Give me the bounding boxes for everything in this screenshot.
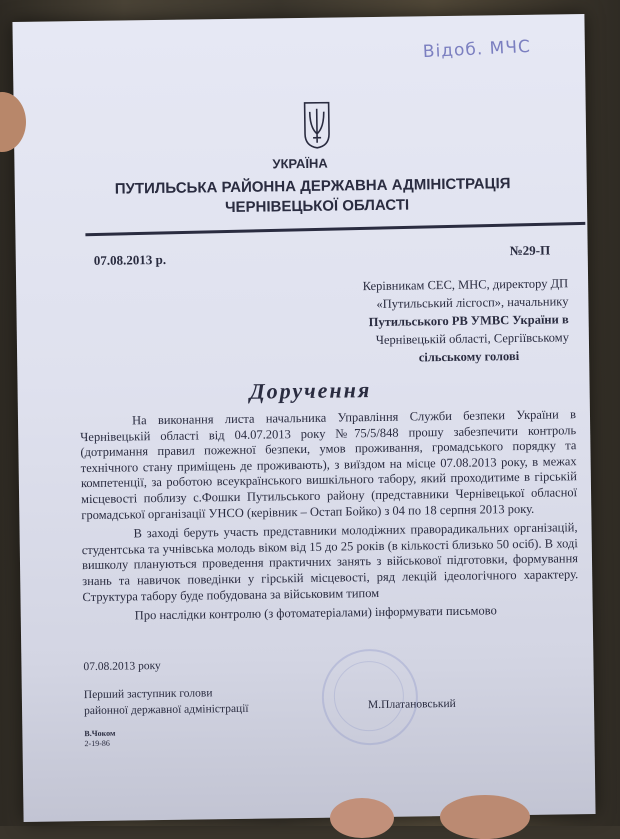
addressee-line: «Путильський лісгосп», начальнику — [376, 294, 569, 311]
addressee-line: сільському голові — [418, 348, 520, 365]
header-divider — [85, 222, 585, 236]
signatory-position: Перший заступник голови — [83, 687, 213, 702]
addressee-line: Чернівецькій області, Сергіївському — [375, 330, 569, 347]
administration-heading: ПУТИЛЬСЬКА РАЙОННА ДЕРЖАВНА АДМІНІСТРАЦІЯ — [114, 175, 511, 198]
addressee-line: Путильського РВ УМВС України в — [368, 312, 569, 330]
addressee-block — [296, 274, 569, 368]
signatory-name: М.Платановський — [367, 697, 456, 712]
trident-emblem-icon — [302, 100, 333, 150]
document-number: №29-П — [509, 242, 551, 259]
document-title: Доручення — [249, 377, 372, 404]
country-heading: УКРАЇНА — [272, 155, 328, 172]
executor-phone: 2-19-86 — [84, 738, 110, 749]
finger — [440, 795, 530, 839]
region-heading: ЧЕРНІВЕЦЬКОЇ ОБЛАСТІ — [224, 196, 410, 217]
body-paragraph: На виконання листа начальника Управління Служби безпеки України в Чернівецькій області від 04.07.2013 року №75/5/848 прошу забезпечити контроль (дотримання правил пожежної безпеки, умов проживання, громадського порядку та технічного стану приміщень де проживають), з виїздом на місце 07.08.2013 року, в межах компетенції, за роботою всеукраїнського вишкільного табору, який проходитиме в гірській місцевості поблизу с.Фошки Путильського району (представники Чернівецької обласної громадської організації УНСО (керівник – Остап Бойко) з 04 по 18 серпня 2013 року. — [80, 407, 578, 522]
finger — [330, 798, 394, 838]
body-paragraph: Про наслідки контролю (з фотоматеріалами) інформувати письмово — [134, 603, 497, 623]
executor-name: В.Чоком — [84, 728, 116, 739]
handwritten-note: Відоб. МЧС — [422, 36, 532, 63]
signatory-position: районної державної адміністрації — [83, 702, 249, 718]
body-paragraph: В заході беруть участь представники молодіжних праворадикальних організацій, студентська та учнівська молодь віком від 15 до 25 років (в кількості близько 50 осіб). В ході вишколу плануються проведення практичних занять з військової підготовки, формування знань та навичок поведінки у гірській місцевості, ряд лекцій ідеологічного характеру. Структура табору буде побудована за військовим типом — [81, 520, 579, 604]
document-body — [80, 407, 579, 625]
document-date: 07.08.2013 р. — [93, 251, 167, 268]
deadline-text: 07.08.2013 року — [83, 660, 161, 674]
document-page — [12, 14, 595, 822]
addressee-line: Керівникам СЕС, МНС, директору ДП — [362, 276, 569, 294]
